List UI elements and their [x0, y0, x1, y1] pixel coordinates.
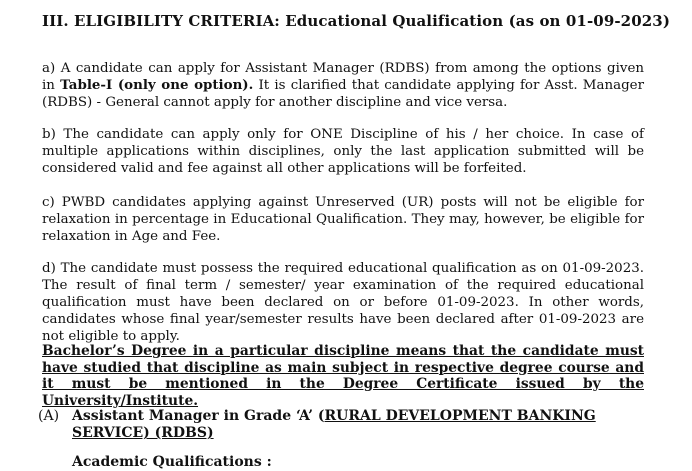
paragraph-d: d) The candidate must possess the required educational qualification as on 01-09-2023. The result of final term / semester/ year examination of the required educational qualification must have been declared on or before 01-09-2023. In other words, candidates whose final year/semester results have been declared after 01-09-2023 are not eligible to apply. — [42, 261, 644, 344]
section-heading: III. ELIGIBILITY CRITERIA: Educational Qualification (as on 01-09-2023) — [42, 12, 671, 30]
section-a-title-underlined: RURAL DEVELOPMENT BANKING SERVICE) (RDBS) — [72, 408, 596, 441]
section-a-marker: (A) — [38, 408, 60, 424]
paragraph-a-text-1: a) A candidate can apply for Assistant Manager (RDBS) from among the options given in — [42, 61, 644, 93]
paragraph-a — [42, 60, 644, 111]
academic-qualifications-heading: Academic Qualifications : — [72, 454, 272, 470]
degree-note: Bachelor’s Degree in a particular discipline means that the candidate must have studied that discipline as main subject in respective degree course and it must be mentioned in the Degree Certificate issued by the University/Institute. — [42, 343, 644, 409]
section-a-title-plain: Assistant Manager in Grade ‘A’ ( — [72, 408, 325, 424]
paragraph-b: b) The candidate can apply only for ONE Discipline of his / her choice. In case of multiple applications within disciplines, only the last application submitted will be considered valid and fee against all other applications will be forfeited. — [42, 127, 644, 176]
paragraph-c: c) PWBD candidates applying against Unreserved (UR) posts will not be eligible for relaxation in percentage in Educational Qualification. They may, however, be eligible for relaxation in Age and Fee. — [42, 195, 644, 244]
section-a-title — [72, 408, 632, 442]
paragraph-a-text-2: It is clarified that candidate applying for Asst. Manager (RDBS) - General cannot apply for another discipline and vice versa. — [42, 78, 644, 110]
paragraph-a-bold: Table-I (only one option). — [60, 77, 254, 93]
